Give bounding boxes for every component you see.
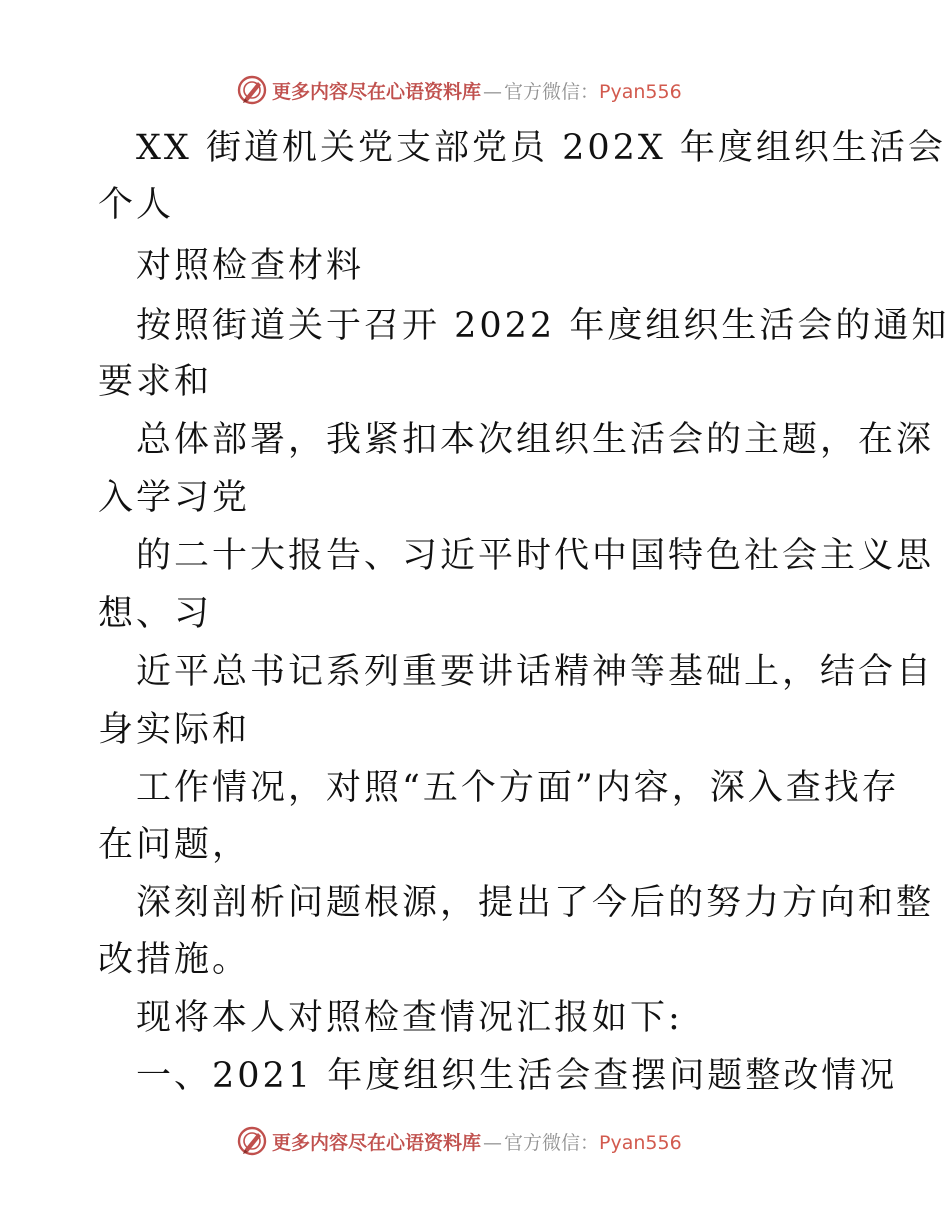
watermark-text bbox=[272, 77, 682, 104]
doc-paragraph-line: 要求和 bbox=[98, 362, 213, 402]
doc-title-line-2: 个人 bbox=[98, 185, 175, 225]
watermark-separator: — bbox=[483, 80, 503, 103]
doc-paragraph-line: 现将本人对照检查情况汇报如下: bbox=[136, 998, 683, 1038]
pen-logo-icon bbox=[236, 1125, 268, 1157]
doc-title-line-1: XX 街道机关党支部党员 202X 年度组织生活会 bbox=[136, 128, 946, 168]
watermark-brand: 更多内容尽在心语资料库 bbox=[272, 80, 482, 103]
doc-paragraph-line: 的二十大报告、习近平时代中国特色社会主义思 bbox=[136, 536, 935, 576]
watermark-label: 官方微信： bbox=[504, 1131, 600, 1154]
doc-subtitle: 对照检查材料 bbox=[136, 246, 365, 286]
doc-paragraph-line: 近平总书记系列重要讲话精神等基础上，结合自 bbox=[136, 652, 935, 692]
header-watermark bbox=[236, 73, 682, 107]
watermark-label: 官方微信： bbox=[504, 80, 600, 103]
watermark-brand: 更多内容尽在心语资料库 bbox=[272, 1131, 482, 1154]
watermark-wechat-id: Pyan556 bbox=[599, 1131, 682, 1154]
doc-paragraph-line: 想、习 bbox=[98, 594, 213, 634]
footer-watermark bbox=[236, 1124, 682, 1158]
doc-paragraph-line: 深刻剖析问题根源，提出了今后的努力方向和整 bbox=[136, 883, 935, 923]
watermark-separator: — bbox=[483, 1131, 503, 1154]
doc-section-heading: 一、2021 年度组织生活会查摆问题整改情况 bbox=[136, 1056, 898, 1096]
doc-paragraph-line: 按照街道关于召开 2022 年度组织生活会的通知 bbox=[136, 306, 950, 346]
doc-paragraph-line: 总体部署，我紧扣本次组织生活会的主题，在深 bbox=[136, 420, 935, 460]
doc-paragraph-line: 在问题， bbox=[98, 825, 251, 865]
doc-paragraph-line: 工作情况，对照“五个方面”内容，深入查找存 bbox=[136, 768, 900, 808]
doc-paragraph-line: 入学习党 bbox=[98, 478, 251, 518]
watermark-text bbox=[272, 1128, 682, 1155]
pen-logo-icon bbox=[236, 74, 268, 106]
watermark-wechat-id: Pyan556 bbox=[599, 80, 682, 103]
doc-paragraph-line: 身实际和 bbox=[98, 710, 251, 750]
doc-paragraph-line: 改措施。 bbox=[98, 940, 251, 980]
